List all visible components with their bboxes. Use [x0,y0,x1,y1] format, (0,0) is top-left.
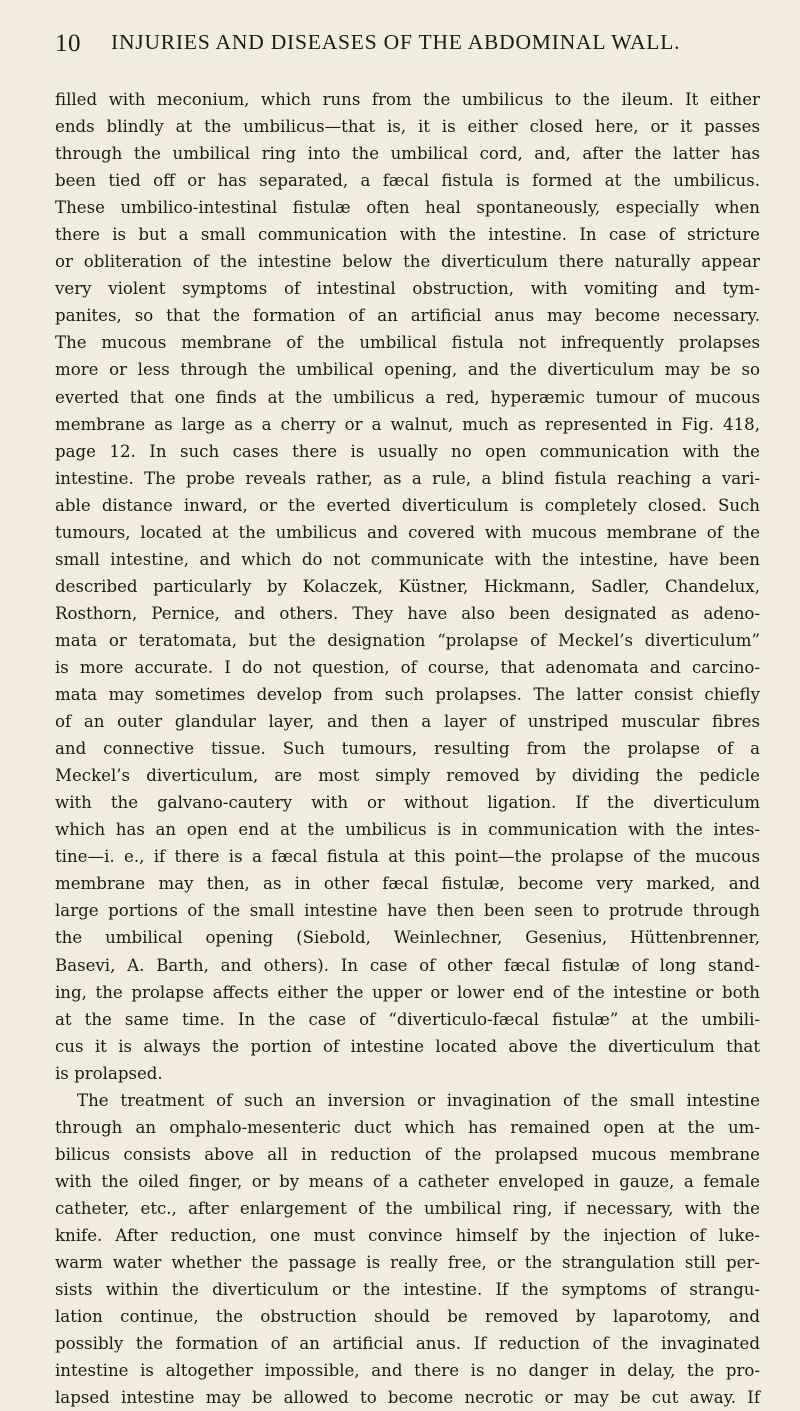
text-line: tumours, located at the umbilicus and covered with mucous membrane of the [55,522,760,542]
text-line: been tied off or has separated, a fæcal fistula is formed at the umbilicus. [55,171,760,191]
text-line: The mucous membrane of the umbilical fistula not infrequently prolapses [55,333,760,353]
text-line: ends blindly at the umbilicus—that is, it is either closed here, or it passes [55,117,760,137]
text-line: intestine. The probe reveals rather, as a rule, a blind fistula reaching a vari- [55,468,760,488]
text-line: possibly the formation of an artificial anus. If reduction of the invaginated [55,1334,760,1354]
text-line: lation continue, the obstruction should be removed by laparotomy, and [55,1307,760,1327]
text-line: everted that one finds at the umbilicus a red, hyperæmic tumour of mucous [55,387,760,407]
text-line: mata or teratomata, but the designation “prolapse of Meckel’s diverticulum” [55,630,760,650]
text-line: through an omphalo-mesenteric duct which has remained open at the um- [55,1117,760,1137]
text-line: membrane as large as a cherry or a walnut, much as represented in Fig. 418, [55,414,760,434]
text-line: with the galvano-cautery with or without ligation. If the diverticulum [55,793,760,813]
text-line: These umbilico-intestinal fistulæ often heal spontaneously, especially when [55,198,760,218]
text-line: page 12. In such cases there is usually no open communication with the [55,441,760,461]
text-line: knife. After reduction, one must convince himself by the injection of luke- [55,1225,760,1245]
text-line: filled with meconium, which runs from the umbilicus to the ileum. It either [55,90,760,109]
book-page [55,22,760,1411]
text-line: Rosthorn, Pernice, and others. They have also been designated as adeno- [55,603,760,623]
text-line: catheter, etc., after enlargement of the umbilical ring, if necessary, with the [55,1198,760,1218]
text-line: lapsed intestine may be allowed to become necrotic or may be cut away. If [55,1388,760,1408]
page-number: 10 [55,30,81,57]
text-line: is prolapsed. [55,1063,163,1083]
text-line: warm water whether the passage is really free, or the strangulation still per- [55,1253,760,1273]
text-line: ing, the prolapse affects either the upper or lower end of the intestine or both [55,982,760,1002]
text-line: tine—i. e., if there is a fæcal fistula at this point—the prolapse of the mucous [55,847,760,867]
text-line: which has an open end at the umbilicus is in communication with the intes- [55,820,760,840]
text-line: able distance inward, or the everted diverticulum is completely closed. Such [55,495,760,515]
running-title: INJURIES AND DISEASES OF THE ABDOMINAL WALL. [111,30,681,54]
text-line: bilicus consists above all in reduction of the prolapsed mucous membrane [55,1144,760,1164]
text-line: with the oiled finger, or by means of a catheter enveloped in gauze, a female [55,1171,760,1191]
text-line: cus it is always the portion of intestine located above the diverticulum that [55,1036,760,1056]
text-line: mata may sometimes develop from such prolapses. The latter consist chiefly [55,685,760,705]
text-line: more or less through the umbilical opening, and the diverticulum may be so [55,360,760,380]
text-line: large portions of the small intestine have then been seen to protrude through [55,901,760,921]
text-line: and connective tissue. Such tumours, resulting from the prolapse of a [55,739,760,759]
text-line: very violent symptoms of intestinal obstruction, with vomiting and tym- [55,279,760,299]
text-line: sists within the diverticulum or the intestine. If the symptoms of strangu- [55,1280,760,1300]
text-line: at the same time. In the case of “diverticulo-fæcal fistulæ” at the umbili- [55,1009,760,1029]
text-line: the umbilical opening (Siebold, Weinlechner, Gesenius, Hüttenbrenner, [55,928,760,948]
text-line: through the umbilical ring into the umbilical cord, and, after the latter has [55,144,760,164]
text-line: Basevi, A. Barth, and others). In case of other fæcal fistulæ of long stand- [55,955,760,975]
text-line: Meckel’s diverticulum, are most simply removed by dividing the pedicle [55,766,760,786]
text-line: small intestine, and which do not communicate with the intestine, have been [55,549,760,569]
body-text [55,86,760,1411]
running-head [55,22,760,70]
text-line: intestine is altogether impossible, and there is no danger in delay, the pro- [55,1361,760,1381]
text-line: of an outer glandular layer, and then a layer of unstriped muscular fibres [55,712,760,732]
text-line: described particularly by Kolaczek, Küstner, Hickmann, Sadler, Chandelux, [55,576,760,596]
text-line: membrane may then, as in other fæcal fistulæ, become very marked, and [55,874,760,894]
text-line: panites, so that the formation of an artificial anus may become necessary. [55,306,760,326]
text-line: there is but a small communication with the intestine. In case of stricture [55,225,760,245]
text-line: The treatment of such an inversion or invagination of the small intestine [77,1090,760,1110]
text-line: is more accurate. I do not question, of course, that adenomata and carcino- [55,657,760,677]
text-line: or obliteration of the intestine below the diverticulum there naturally appear [55,252,760,272]
